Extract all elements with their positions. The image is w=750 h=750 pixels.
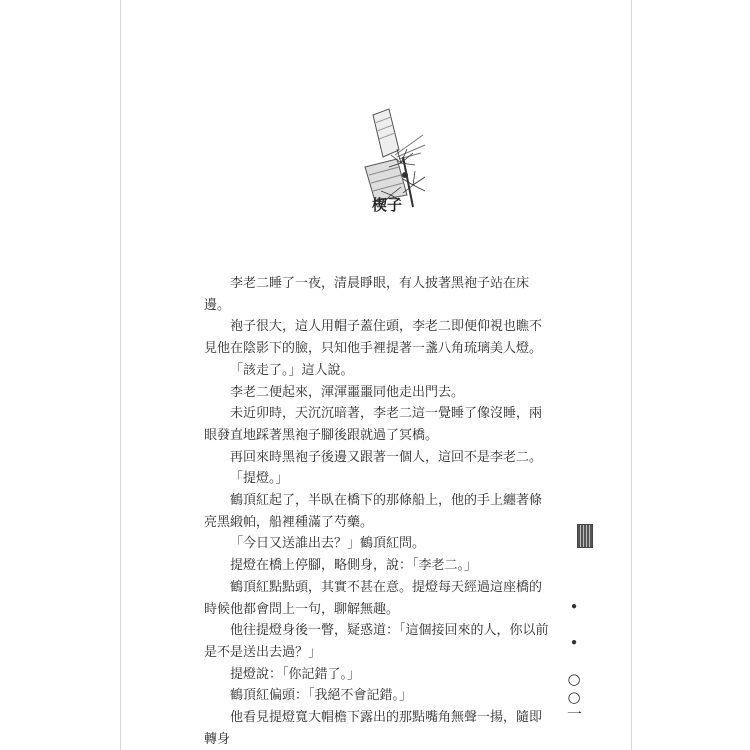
page-number: • • ○○一	[565, 598, 583, 721]
paragraph: 他看見提燈寬大帽檐下露出的那點嘴角無聲一揚，隨即轉身	[204, 710, 543, 747]
chapter-title: 楔子	[372, 196, 403, 214]
paragraph: 提燈在橋上停腳，略側身，說：「李老二。」	[230, 558, 478, 574]
body-text	[204, 273, 549, 750]
paragraph: 鶴頂紅點點頭，其實不甚在意。提燈每天經過這座橋的時候他都會問上一句，聊解無趣。	[204, 579, 543, 617]
paragraph: 鶴頂紅偏頭：「我絕不會記錯。」	[230, 688, 413, 704]
paragraph: 他往提燈身後一瞥，疑惑道：「這個接回來的人，你以前是不是送出去過？」	[204, 623, 549, 660]
paragraph: 袍子很大，這人用帽子蓋住頭，李老二即便仰視也瞧不見他在陰影下的臉，只知他手裡提著一盞八角琉璃美人燈。	[204, 319, 543, 357]
chapter-illustration	[355, 95, 430, 240]
paragraph: 未近卯時，天沉沉暗著，李老二這一覺睡了像沒睡，兩眼發直地踩著黑袍子腳後跟就過了冥橋。	[204, 406, 543, 443]
paragraph: 李老二睡了一夜，清晨睜眼，有人披著黑袍子站在床邊。	[204, 276, 530, 313]
paragraph: 再回來時黑袍子後邊又跟著一個人，這回不是李老二。	[230, 449, 543, 465]
chapter-stamp-icon	[577, 524, 593, 548]
paragraph: 鶴頂紅起了，半臥在橋下的那條船上，他的手上纏著條亮黑緞帕，船裡種滿了芍藥。	[204, 493, 543, 530]
paragraph: 李老二便起來，渾渾噩噩同他走出門去。	[230, 384, 465, 400]
paragraph: 「提燈。」	[230, 471, 289, 487]
paragraph: 提燈說：「你記錯了。」	[230, 666, 361, 682]
paragraph: 「今日又送誰出去？」鶴頂紅問。	[230, 536, 426, 552]
paragraph: 「該走了。」這人說。	[230, 362, 354, 378]
